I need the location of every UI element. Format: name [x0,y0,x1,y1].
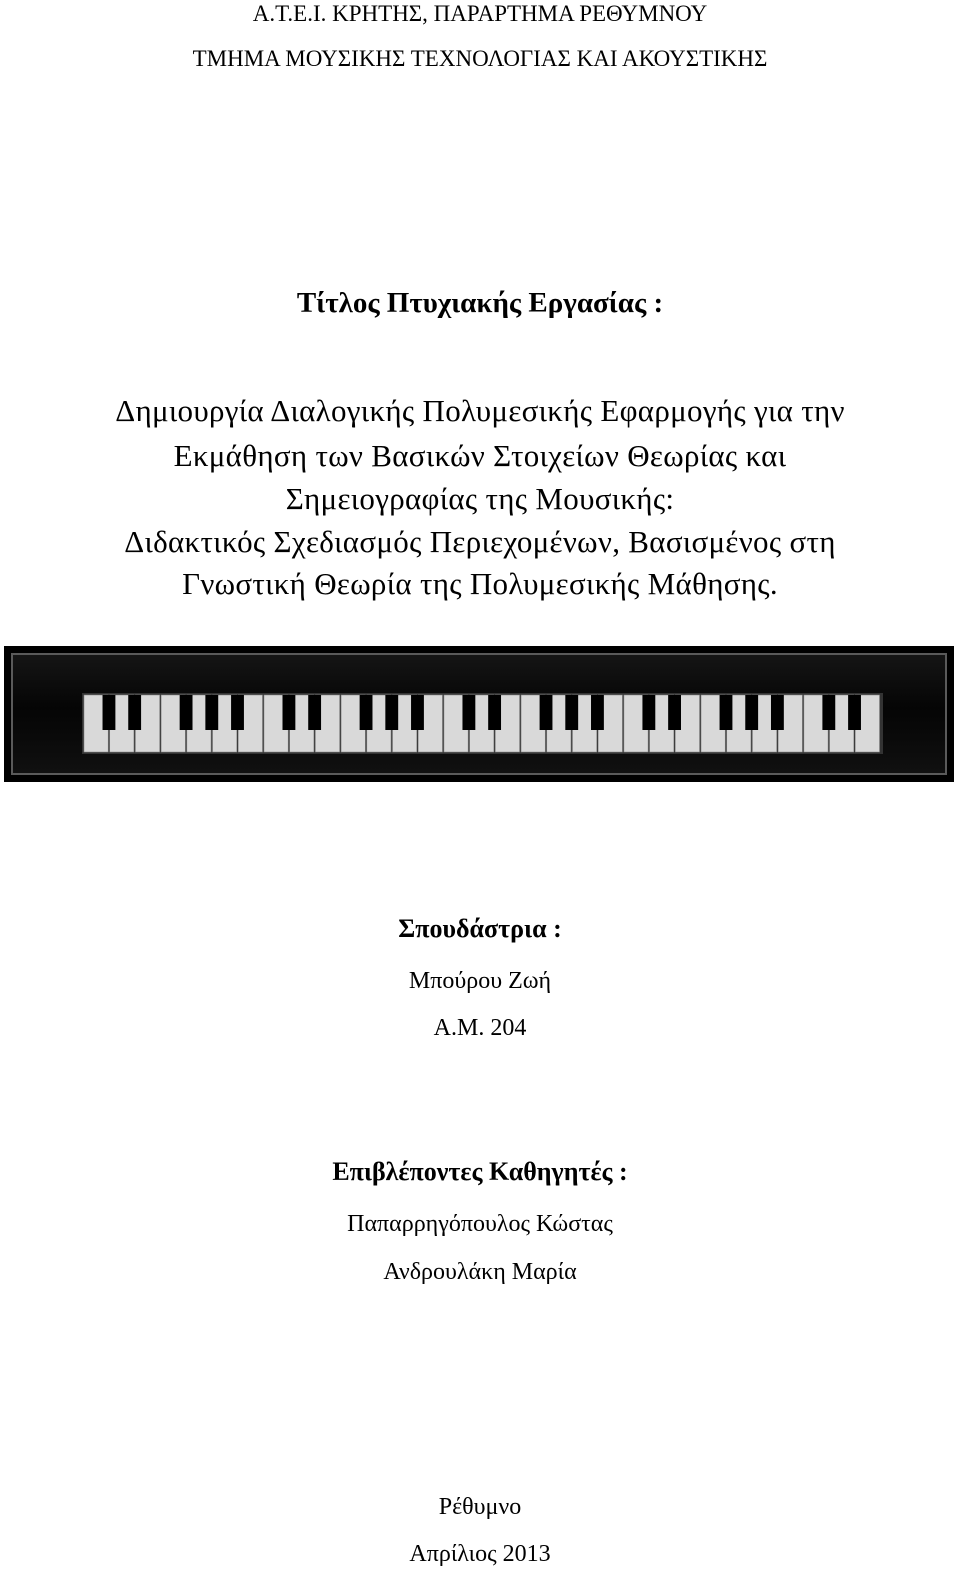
black-key [488,695,501,730]
black-key [540,695,553,730]
black-key [128,695,141,730]
black-key [771,695,784,730]
black-key [668,695,681,730]
thesis-title-line-3: Σημειογραφίας της Μουσικής: [285,481,675,516]
black-key [745,695,758,730]
student-registration-number: Α.Μ. 204 [433,1015,527,1041]
piano-keys [13,655,945,773]
piano-keyboard-icon [4,646,954,782]
black-key [462,695,475,730]
thesis-title-line-1: Δημιουργία Διαλογικής Πολυμεσικής Εφαρμογής για την [115,393,845,428]
black-key [231,695,244,730]
black-key [591,695,604,730]
black-key [283,695,296,730]
supervisor-name-1: Παπαρρηγόπουλος Κώστας [347,1211,613,1237]
black-key [385,695,398,730]
student-name: Μπούρου Ζωή [408,968,552,994]
department-name: ΤΜΗΜΑ ΜΟΥΣΙΚΗΣ ΤΕΧΝΟΛΟΓΙΑΣ ΚΑΙ ΑΚΟΥΣΤΙΚΗΣ [192,46,768,71]
student-role-label: Σπουδάστρια : [398,914,562,943]
black-key [180,695,193,730]
thesis-title-line-2: Εκμάθηση των Βασικών Στοιχείων Θεωρίας και [173,438,787,473]
date: Απρίλιος 2013 [409,1541,551,1567]
black-key [720,695,733,730]
black-key [205,695,218,730]
thesis-title-line-5: Γνωστική Θεωρία της Πολυμεσικής Μάθησης. [182,566,778,601]
black-key [411,695,424,730]
black-key [822,695,835,730]
thesis-title-line-4: Διδακτικός Σχεδιασμός Περιεχομένων, Βασισμένος στη [124,524,836,559]
black-key [848,695,861,730]
city: Ρέθυμνο [438,1494,522,1520]
thesis-heading: Τίτλος Πτυχιακής Εργασίας : [296,287,664,319]
keyboard-frame [11,653,947,775]
black-key [103,695,116,730]
supervisors-role-label: Επιβλέποντες Καθηγητές : [332,1157,628,1186]
supervisor-name-2: Ανδρουλάκη Μαρία [383,1259,577,1285]
black-key [360,695,373,730]
black-key [308,695,321,730]
black-key [565,695,578,730]
black-key [642,695,655,730]
institution-name: Α.Τ.Ε.Ι. ΚΡΗΤΗΣ, ΠΑΡΑΡΤΗΜΑ ΡΕΘΥΜΝΟΥ [252,1,708,26]
